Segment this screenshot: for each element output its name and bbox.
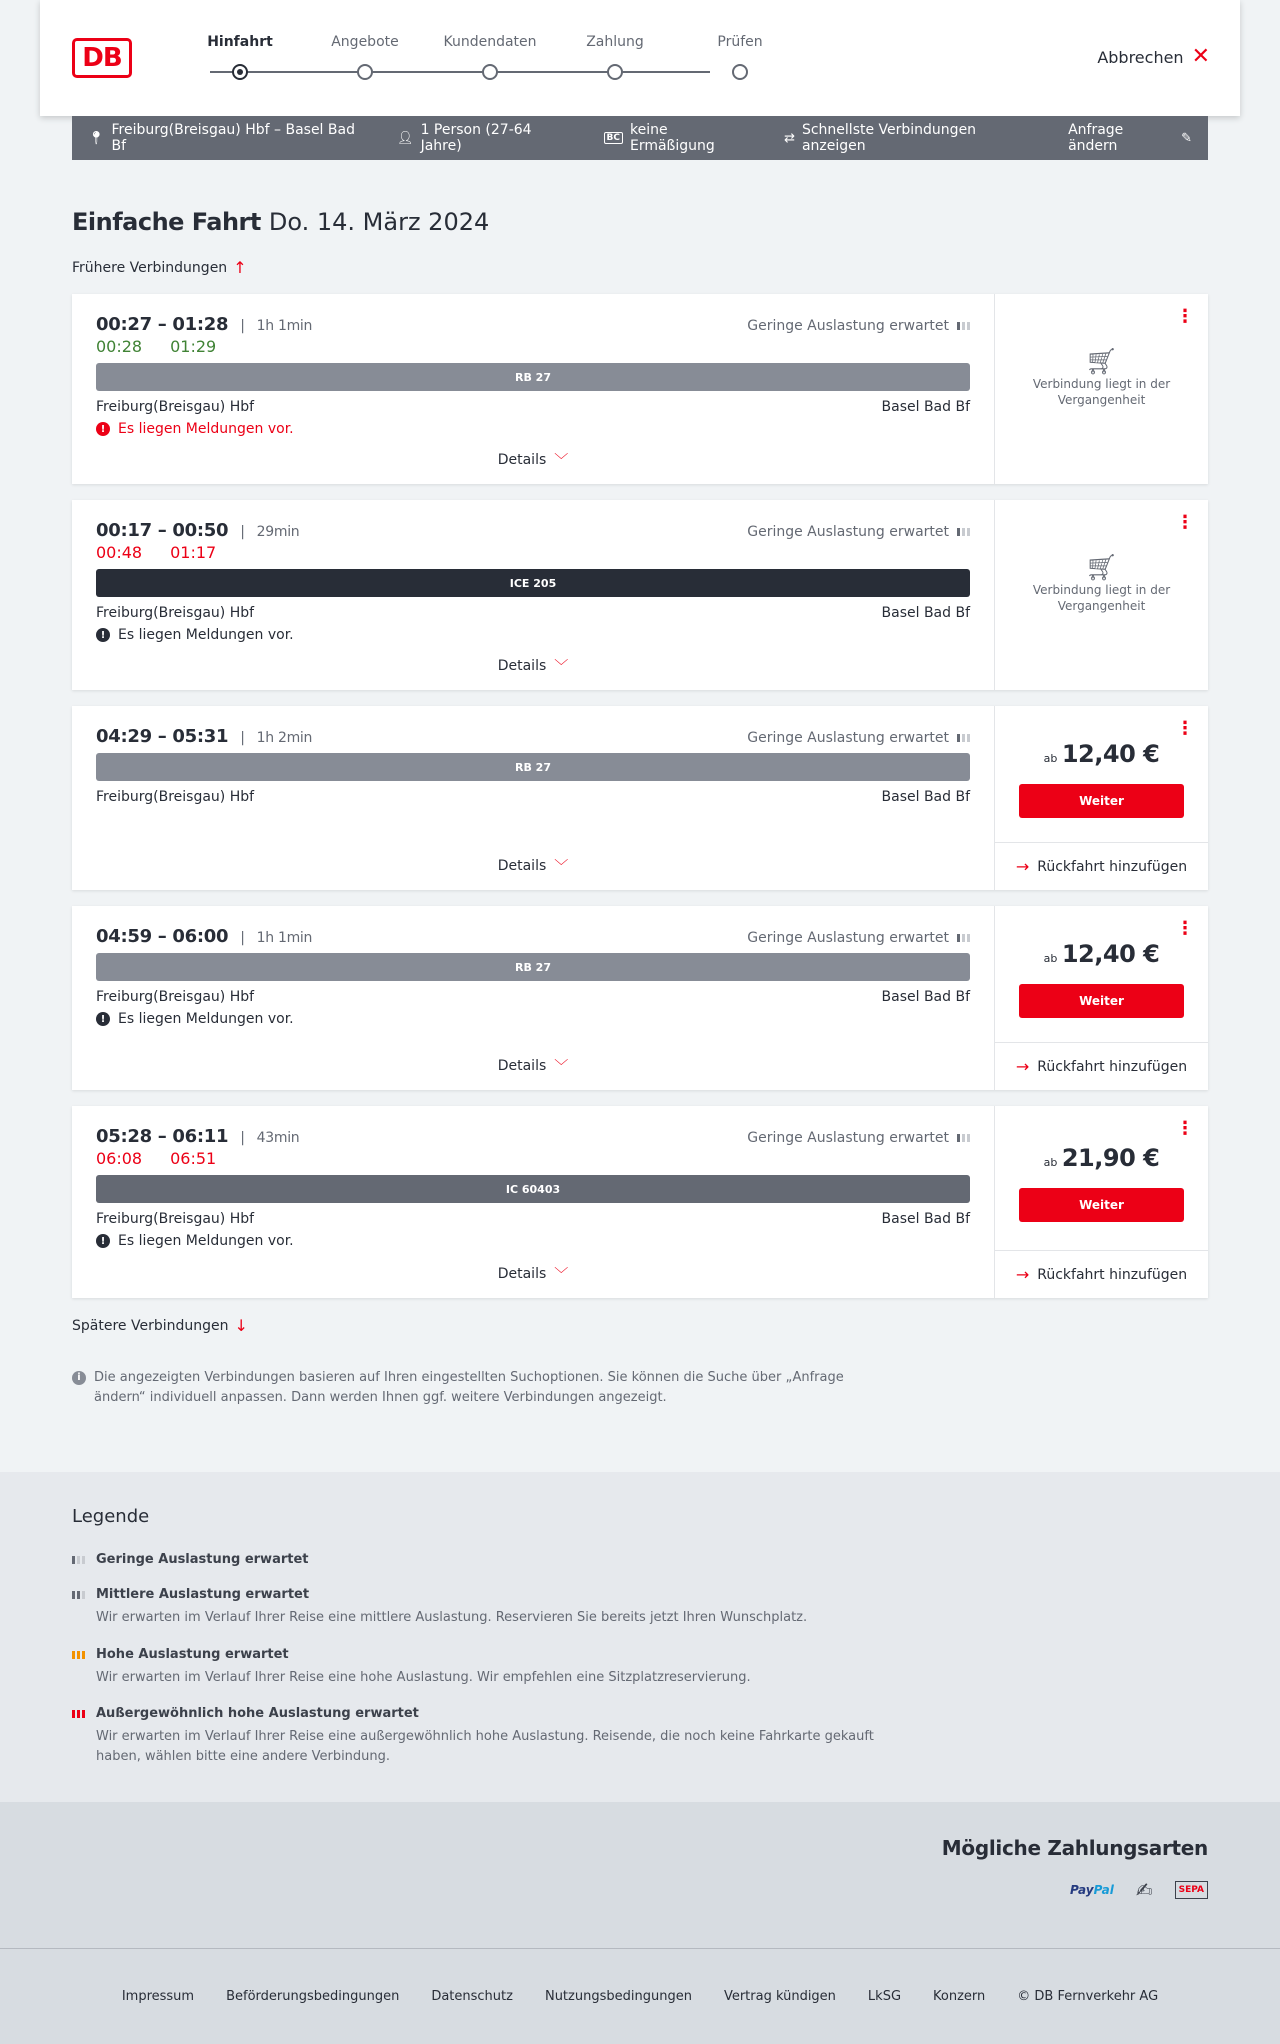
load-indicator[interactable] bbox=[747, 318, 970, 334]
paypal-icon bbox=[1070, 1883, 1114, 1897]
connection-side bbox=[994, 906, 1208, 1090]
more-options-icon[interactable]: ⋮ bbox=[1176, 1118, 1194, 1139]
duration: 1h 1min bbox=[256, 318, 313, 334]
summary-discount-label: keine Ermäßigung bbox=[629, 122, 715, 154]
search-options-note bbox=[72, 1368, 852, 1408]
pencil-icon: ✎ bbox=[1181, 130, 1192, 146]
to-station: Basel Bad Bf bbox=[881, 1211, 970, 1227]
separator: | bbox=[240, 730, 245, 746]
legend-description: Wir erwarten im Verlauf Ihrer Reise eine mittlere Auslastung. Reservieren Sie bereits jetzt Ihren Wunschplatz. bbox=[96, 1610, 808, 1625]
details-toggle[interactable] bbox=[72, 1264, 994, 1284]
summary-passengers-label: 1 Person (27-64 Jahre) bbox=[420, 122, 532, 154]
price-value: 12,40 € bbox=[1061, 940, 1160, 968]
info-icon: i bbox=[72, 1371, 86, 1385]
load-label: Geringe Auslastung erwartet bbox=[747, 1130, 949, 1146]
swap-arrows-icon: ⇄ bbox=[784, 130, 795, 146]
separator: | bbox=[240, 1130, 245, 1146]
to-station: Basel Bad Bf bbox=[881, 789, 970, 805]
payment-section bbox=[0, 1802, 1280, 1948]
trip-date: Do. 14. März 2024 bbox=[268, 208, 490, 236]
to-station: Basel Bad Bf bbox=[881, 989, 970, 1005]
step-label: Prüfen bbox=[717, 34, 763, 50]
later-connections-link[interactable] bbox=[72, 1316, 248, 1335]
stations bbox=[96, 989, 970, 1005]
load-label: Geringe Auslastung erwartet bbox=[747, 730, 949, 746]
legend-item-medium bbox=[72, 1587, 892, 1628]
legend-label: Mittlere Auslastung erwartet bbox=[96, 1587, 310, 1602]
payment-icons bbox=[1070, 1878, 1208, 1902]
details-label: Details bbox=[497, 452, 547, 468]
summary-fastest[interactable] bbox=[784, 122, 1036, 154]
price bbox=[995, 740, 1208, 768]
stations bbox=[96, 789, 970, 805]
summary-route[interactable] bbox=[88, 122, 365, 154]
alert-icon: ! bbox=[96, 422, 110, 436]
add-return-button[interactable] bbox=[995, 1042, 1208, 1090]
stations bbox=[96, 399, 970, 415]
from-station: Freiburg(Breisgau) Hbf bbox=[96, 989, 255, 1005]
search-summary-bar bbox=[72, 116, 1208, 160]
location-pin-icon: 📍︎ bbox=[88, 130, 105, 146]
train-bar[interactable]: IC 60403 bbox=[96, 1175, 970, 1203]
step-label: Kundendaten bbox=[443, 34, 537, 50]
price-value: 21,90 € bbox=[1061, 1144, 1160, 1172]
load-indicator[interactable] bbox=[747, 1130, 970, 1146]
connection-side bbox=[994, 294, 1208, 484]
load-low-icon bbox=[957, 934, 970, 942]
footer-link-vertrag-kuendigen[interactable]: Vertrag kündigen bbox=[723, 1989, 836, 2004]
to-station: Basel Bad Bf bbox=[881, 399, 970, 415]
separator: | bbox=[240, 930, 245, 946]
cart-unavailable-icon: 🛒︎ bbox=[1084, 553, 1118, 583]
step-dot bbox=[732, 64, 748, 80]
chevron-down-icon: ﹀ bbox=[554, 659, 569, 675]
train-bar[interactable]: RB 27 bbox=[96, 363, 970, 391]
realtime-departure: 00:28 bbox=[96, 337, 143, 356]
connection-side bbox=[994, 500, 1208, 690]
load-label: Geringe Auslastung erwartet bbox=[747, 318, 949, 334]
details-label: Details bbox=[497, 858, 547, 874]
load-medium-icon bbox=[72, 1591, 88, 1599]
load-low-icon bbox=[957, 734, 970, 742]
planned-times: 00:17 – 00:50 bbox=[96, 520, 229, 541]
connection-card bbox=[72, 500, 1208, 690]
load-high-icon bbox=[72, 1651, 88, 1659]
load-indicator[interactable] bbox=[747, 524, 970, 540]
details-toggle[interactable] bbox=[72, 856, 994, 876]
continue-button[interactable]: Weiter bbox=[1019, 984, 1184, 1018]
load-low-icon bbox=[957, 322, 970, 330]
step-dot bbox=[607, 64, 623, 80]
to-station: Basel Bad Bf bbox=[881, 605, 970, 621]
legend-label: Hohe Auslastung erwartet bbox=[96, 1647, 289, 1662]
legend-section bbox=[0, 1472, 1280, 1802]
chevron-down-icon: ﹀ bbox=[554, 1059, 569, 1075]
messages-label: Es liegen Meldungen vor. bbox=[118, 1233, 294, 1249]
step-label: Zahlung bbox=[586, 34, 644, 50]
from-station: Freiburg(Breisgau) Hbf bbox=[96, 789, 255, 805]
load-indicator[interactable] bbox=[747, 730, 970, 746]
planned-times: 04:59 – 06:00 bbox=[96, 926, 229, 947]
step-dot-active bbox=[232, 64, 248, 80]
more-options-icon[interactable]: ⋮ bbox=[1176, 512, 1194, 533]
chevron-down-icon: ﹀ bbox=[554, 859, 569, 875]
price-prefix: ab bbox=[1043, 752, 1058, 765]
legend-title: Legende bbox=[72, 1506, 150, 1527]
duration: 43min bbox=[256, 1130, 300, 1146]
past-label: Verbindung liegt in der Vergangenheit bbox=[1032, 377, 1171, 407]
earlier-connections-link[interactable] bbox=[72, 258, 247, 277]
realtime-times bbox=[96, 543, 970, 563]
cancel-button[interactable] bbox=[1097, 46, 1210, 68]
messages-notice[interactable] bbox=[96, 627, 970, 643]
chevron-down-icon: ﹀ bbox=[554, 1267, 569, 1283]
connection-side bbox=[994, 1106, 1208, 1298]
footer-link-konzern[interactable]: Konzern bbox=[933, 1989, 986, 2004]
footer-link-impressum[interactable]: Impressum bbox=[121, 1989, 195, 2004]
alert-icon: ! bbox=[96, 628, 110, 642]
past-label: Verbindung liegt in der Vergangenheit bbox=[1032, 583, 1171, 613]
legend-description: Wir erwarten im Verlauf Ihrer Reise eine hohe Auslastung. Wir empfehlen eine Sitzplatzreservierung. bbox=[96, 1670, 751, 1685]
load-low-icon bbox=[957, 528, 970, 536]
load-label: Geringe Auslastung erwartet bbox=[747, 524, 949, 540]
add-return-label: Rückfahrt hinzufügen bbox=[1037, 1266, 1188, 1283]
load-label: Geringe Auslastung erwartet bbox=[747, 930, 949, 946]
price-value: 12,40 € bbox=[1061, 740, 1160, 768]
add-return-label: Rückfahrt hinzufügen bbox=[1037, 858, 1188, 875]
separator: | bbox=[240, 524, 245, 540]
alert-icon: ! bbox=[96, 1234, 110, 1248]
legend-item-title bbox=[72, 1552, 892, 1567]
footer-links bbox=[0, 1989, 1280, 2004]
alert-icon: ! bbox=[96, 1012, 110, 1026]
realtime-arrival: 06:51 bbox=[170, 1149, 217, 1168]
planned-times: 04:29 – 05:31 bbox=[96, 726, 229, 747]
past-connection-notice bbox=[995, 553, 1208, 614]
add-return-button[interactable] bbox=[995, 1250, 1208, 1298]
step-label: Angebote bbox=[331, 34, 399, 50]
past-connection-notice bbox=[995, 347, 1208, 408]
from-station: Freiburg(Breisgau) Hbf bbox=[96, 605, 255, 621]
legend-item-title bbox=[72, 1587, 892, 1602]
price bbox=[995, 1144, 1208, 1172]
legend-item-extreme bbox=[72, 1706, 892, 1767]
details-label: Details bbox=[497, 1266, 547, 1282]
details-label: Details bbox=[497, 1058, 547, 1074]
messages-label: Es liegen Meldungen vor. bbox=[118, 421, 294, 437]
paypal-wordmark-a: Pay bbox=[1070, 1883, 1094, 1897]
more-options-icon[interactable]: ⋮ bbox=[1176, 718, 1194, 739]
step-kundendaten[interactable] bbox=[430, 34, 550, 80]
booking-stepper bbox=[180, 34, 763, 84]
load-low-icon bbox=[957, 1134, 970, 1142]
arrow-up-icon: ↑ bbox=[233, 258, 247, 277]
continue-button[interactable]: Weiter bbox=[1019, 784, 1184, 818]
legend-item-title bbox=[72, 1647, 892, 1662]
train-bar[interactable]: ICE 205 bbox=[96, 569, 970, 597]
step-angebote[interactable] bbox=[305, 34, 425, 80]
cart-unavailable-icon: 🛒︎ bbox=[1084, 347, 1118, 377]
bahncard-icon: BC bbox=[604, 132, 623, 144]
price-prefix: ab bbox=[1043, 1156, 1058, 1169]
legend-item-title bbox=[72, 1706, 892, 1721]
sepa-direct-debit-icon: SEPA bbox=[1175, 1881, 1208, 1899]
legend-label: Geringe Auslastung erwartet bbox=[96, 1552, 309, 1567]
person-icon: 👤︎ bbox=[397, 130, 414, 146]
footer-link-befoerderungsbedingungen[interactable]: Beförderungsbedingungen bbox=[226, 1989, 400, 2004]
add-return-button[interactable] bbox=[995, 842, 1208, 890]
realtime-arrival: 01:17 bbox=[170, 543, 217, 562]
from-station: Freiburg(Breisgau) Hbf bbox=[96, 1211, 255, 1227]
duration: 29min bbox=[256, 524, 300, 540]
legend-item-low bbox=[72, 1552, 892, 1567]
summary-discount[interactable] bbox=[604, 122, 753, 154]
realtime-times bbox=[96, 1149, 970, 1169]
payment-title: Mögliche Zahlungsarten bbox=[941, 1836, 1208, 1860]
step-hinfahrt[interactable] bbox=[180, 34, 300, 80]
footer-link-nutzungsbedingungen[interactable]: Nutzungsbedingungen bbox=[544, 1989, 692, 2004]
arrow-right-icon: → bbox=[1015, 1057, 1030, 1076]
realtime-times bbox=[96, 337, 970, 357]
change-request-button[interactable] bbox=[1068, 122, 1192, 154]
train-bar[interactable]: RB 27 bbox=[96, 953, 970, 981]
change-request-label: Anfrage ändern bbox=[1068, 122, 1124, 154]
arrow-right-icon: → bbox=[1015, 1265, 1030, 1284]
stations bbox=[96, 605, 970, 621]
legend-item-high bbox=[72, 1647, 892, 1688]
step-dot bbox=[357, 64, 373, 80]
step-zahlung[interactable] bbox=[555, 34, 675, 80]
more-options-icon[interactable]: ⋮ bbox=[1176, 918, 1194, 939]
continue-button[interactable]: Weiter bbox=[1019, 1188, 1184, 1222]
connection-side bbox=[994, 706, 1208, 890]
details-toggle[interactable] bbox=[72, 450, 994, 470]
header bbox=[40, 0, 1240, 116]
legend-description: Wir erwarten im Verlauf Ihrer Reise eine außergewöhnlich hohe Auslastung. Reisende, die noch keine Fahrkarte gekauft haben, wählen bitte eine andere Verbindung. bbox=[96, 1729, 874, 1764]
details-label: Details bbox=[497, 658, 547, 674]
db-logo[interactable]: DB bbox=[72, 38, 132, 78]
from-station: Freiburg(Breisgau) Hbf bbox=[96, 399, 255, 415]
connection-card bbox=[72, 706, 1208, 890]
cancel-label: Abbrechen bbox=[1097, 47, 1184, 67]
footer-copyright: © DB Fernverkehr AG bbox=[1017, 1989, 1159, 2004]
more-options-icon[interactable]: ⋮ bbox=[1176, 306, 1194, 327]
price bbox=[995, 940, 1208, 968]
summary-passengers[interactable] bbox=[397, 122, 571, 154]
page-title bbox=[72, 208, 489, 236]
messages-label: Es liegen Meldungen vor. bbox=[118, 627, 294, 643]
paypal-wordmark-b: Pal bbox=[1093, 1883, 1114, 1897]
train-bar[interactable]: RB 27 bbox=[96, 753, 970, 781]
details-toggle[interactable] bbox=[72, 1056, 994, 1076]
summary-fastest-label: Schnellste Verbindungen anzeigen bbox=[801, 122, 977, 154]
duration: 1h 1min bbox=[256, 930, 313, 946]
chevron-down-icon: ﹀ bbox=[554, 453, 569, 469]
connection-card bbox=[72, 906, 1208, 1090]
price-prefix: ab bbox=[1043, 952, 1058, 965]
note-text: Die angezeigten Verbindungen basieren auf Ihren eingestellten Suchoptionen. Sie können die Suche über „Anfrage ändern“ individuell anpassen. Dann werden Ihnen ggf. weitere Verbindungen angezeigt. bbox=[94, 1370, 844, 1405]
load-low-icon bbox=[72, 1556, 88, 1564]
later-connections-label: Spätere Verbindungen bbox=[72, 1317, 229, 1334]
arrow-down-icon: ↓ bbox=[234, 1316, 248, 1335]
realtime-departure: 00:48 bbox=[96, 543, 143, 562]
planned-times: 00:27 – 01:28 bbox=[96, 314, 229, 335]
footer-link-datenschutz[interactable]: Datenschutz bbox=[431, 1989, 513, 2004]
messages-notice[interactable] bbox=[96, 1233, 970, 1249]
load-indicator[interactable] bbox=[747, 930, 970, 946]
arrow-right-icon: → bbox=[1015, 857, 1030, 876]
realtime-departure: 06:08 bbox=[96, 1149, 143, 1168]
connection-card bbox=[72, 1106, 1208, 1298]
load-extreme-icon bbox=[72, 1710, 88, 1718]
step-dot bbox=[482, 64, 498, 80]
stations bbox=[96, 1211, 970, 1227]
trip-type: Einfache Fahrt bbox=[72, 208, 261, 236]
summary-route-label: Freiburg(Breisgau) Hbf – Basel Bad Bf bbox=[111, 122, 355, 154]
duration: 1h 2min bbox=[256, 730, 313, 746]
step-pruefen[interactable] bbox=[680, 34, 800, 80]
add-return-label: Rückfahrt hinzufügen bbox=[1037, 1058, 1188, 1075]
realtime-arrival: 01:29 bbox=[170, 337, 217, 356]
footer-link-lksg[interactable]: LkSG bbox=[867, 1989, 902, 2004]
planned-times: 05:28 – 06:11 bbox=[96, 1126, 229, 1147]
step-label: Hinfahrt bbox=[207, 34, 273, 50]
separator: | bbox=[240, 318, 245, 334]
footer bbox=[0, 1948, 1280, 2044]
connection-card bbox=[72, 294, 1208, 484]
messages-notice[interactable] bbox=[96, 1011, 970, 1027]
details-toggle[interactable] bbox=[72, 656, 994, 676]
credit-card-icon: ✍︎ bbox=[1135, 1878, 1153, 1902]
messages-label: Es liegen Meldungen vor. bbox=[118, 1011, 294, 1027]
legend-label: Außergewöhnlich hohe Auslastung erwartet bbox=[96, 1706, 419, 1721]
messages-notice[interactable] bbox=[96, 421, 970, 437]
close-icon: ✕ bbox=[1191, 44, 1210, 69]
earlier-connections-label: Frühere Verbindungen bbox=[72, 259, 228, 276]
